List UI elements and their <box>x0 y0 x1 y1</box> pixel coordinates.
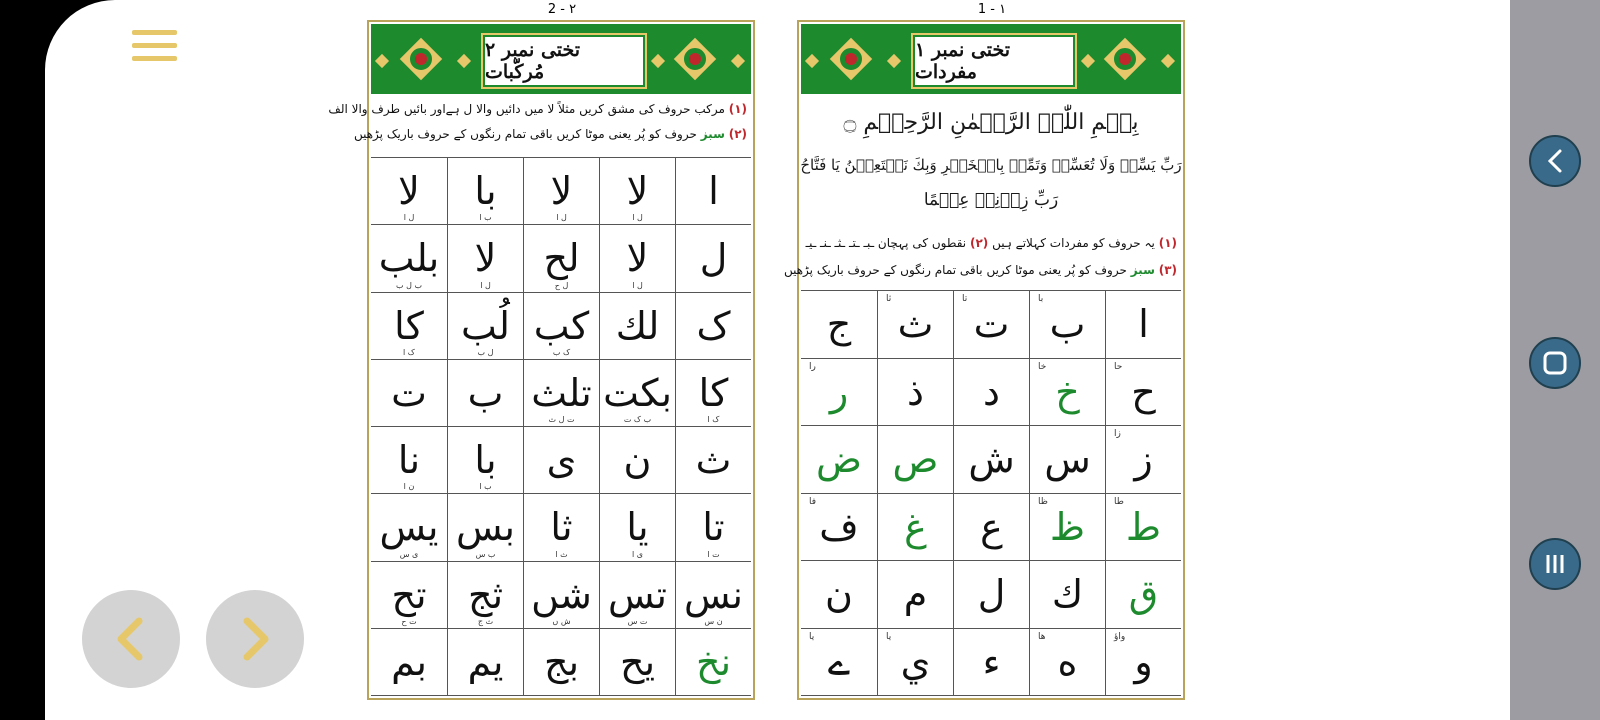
letter-cell <box>801 359 877 427</box>
letter-glyph: ک <box>696 303 731 348</box>
letter-glyph: نا <box>397 438 421 483</box>
page-title: تختی نمبر ۱ مفردات <box>913 35 1075 87</box>
letter-name: با <box>1038 294 1044 304</box>
letter-breakdown: ب س <box>475 549 496 559</box>
diamond-icon <box>457 54 471 68</box>
letter-glyph: کا <box>698 370 729 415</box>
letter-cell <box>523 562 599 629</box>
letter-glyph: تس <box>607 572 668 617</box>
letter-grid <box>801 290 1181 696</box>
letter-breakdown: ث ا <box>555 549 568 559</box>
letter-cell <box>447 494 523 561</box>
letter-cell <box>599 225 675 292</box>
letter-cell <box>447 360 523 427</box>
letter-glyph: لح <box>543 236 580 281</box>
letter-name: طا <box>1114 496 1124 507</box>
letter-cell <box>599 629 675 696</box>
letter-breakdown: ک ا <box>403 347 415 357</box>
letter-cell <box>675 158 751 225</box>
instruction-2: (۳) سبز حروف کو پُر یعنی موٹا کریں باقی تمام رنگوں کے حروف باریک پڑھیں <box>783 263 1177 277</box>
letter-glyph: نخ <box>695 639 732 684</box>
letter-glyph: ح <box>1131 369 1156 414</box>
letter-cell <box>447 225 523 292</box>
letter-cell <box>371 158 447 225</box>
letter-breakdown: ب ک ت <box>623 415 652 424</box>
page-2[interactable] <box>328 0 757 720</box>
letter-glyph: لا <box>474 236 497 281</box>
letter-cell <box>523 629 599 696</box>
dua-line-1: رَبِّ یَسِّرۡ وَلَا تُعَسِّرۡ وَتَمِّمۡ بِالۡخَیۡرِ وَبِكَ نَسۡتَعِیۡنُ یَا فَتَّاحُ <box>800 156 1182 174</box>
letter-name: حا <box>1114 361 1123 372</box>
letter-glyph: ز <box>1134 437 1153 482</box>
letter-cell <box>523 225 599 292</box>
letter-name: ثا <box>886 294 892 304</box>
letter-breakdown: ب ا <box>479 482 492 492</box>
recents-bars-icon <box>1542 551 1568 577</box>
letter-glyph: بلب <box>378 236 440 281</box>
letter-cell <box>953 291 1029 359</box>
book-viewer <box>45 0 1510 720</box>
letter-cell <box>447 562 523 629</box>
letter-cell <box>447 293 523 360</box>
previous-page-button[interactable] <box>82 590 180 688</box>
letter-name: تا <box>962 294 968 304</box>
letter-cell <box>1105 426 1181 494</box>
letter-cell <box>675 494 751 561</box>
letter-glyph: ه <box>1057 639 1078 684</box>
letter-glyph: یم <box>467 639 504 684</box>
letter-glyph: لا <box>626 236 649 281</box>
ornament-icon <box>829 34 873 84</box>
letter-glyph: تلث <box>531 370 592 415</box>
page-frame <box>328 20 755 700</box>
letter-cell <box>371 629 447 696</box>
letter-breakdown: ش ں <box>552 616 571 626</box>
letter-cell <box>877 359 953 427</box>
letter-glyph: بج <box>543 639 580 684</box>
system-navigation-bar <box>1510 0 1600 720</box>
letter-cell <box>1029 426 1105 494</box>
diamond-icon <box>1161 54 1175 68</box>
letter-breakdown: ل ب <box>477 347 494 357</box>
letter-cell <box>599 158 675 225</box>
letter-cell <box>675 360 751 427</box>
letter-glyph: ی <box>546 438 577 483</box>
letter-cell <box>599 360 675 427</box>
letter-glyph: با <box>474 438 497 483</box>
letter-cell <box>801 291 877 359</box>
letter-glyph: ل <box>977 572 1006 617</box>
diamond-icon <box>731 54 745 68</box>
diamond-icon <box>887 54 901 68</box>
letter-glyph: یح <box>619 639 656 684</box>
page-frame <box>783 20 1185 700</box>
letter-glyph: ص <box>892 437 939 482</box>
letter-glyph: کا <box>394 303 424 348</box>
letter-cell <box>371 225 447 292</box>
letter-glyph: ن <box>623 438 652 483</box>
letter-breakdown: ی س <box>399 549 419 559</box>
letter-glyph: ب <box>467 370 504 415</box>
instruction-1: (۱) مرکب حروف کی مشق کریں مثلاً لا میں دائیں والا ل ہےاور بائیں طرف والا الف <box>328 102 747 116</box>
letter-cell <box>371 360 447 427</box>
letter-cell <box>877 494 953 562</box>
chevron-right-icon <box>235 617 275 661</box>
letter-cell <box>1105 494 1181 562</box>
instruction-2: (۲) سبز حروف کو پُر یعنی موٹا کریں باقی تمام رنگوں کے حروف باریک پڑھیں <box>353 127 747 141</box>
letter-glyph: ط <box>1125 504 1162 549</box>
letter-cell <box>877 426 953 494</box>
letter-cell <box>1105 561 1181 629</box>
bismillah: بِسۡمِ اللّٰہِ الرَّحۡمٰنِ الرَّحِیۡمِ ۝ <box>843 110 1139 135</box>
letter-cell <box>523 360 599 427</box>
letter-cell <box>877 291 953 359</box>
back-button[interactable] <box>1529 135 1581 187</box>
header-band <box>371 24 751 94</box>
letter-breakdown: ل ح <box>554 280 569 290</box>
dua-line-2: رَبِّ زِدۡنِیۡ عِلۡمًا <box>923 190 1059 210</box>
header-band <box>801 24 1181 94</box>
letter-glyph: شں <box>531 572 592 617</box>
letter-glyph: ت <box>973 302 1010 347</box>
letter-glyph: ش <box>968 437 1015 482</box>
letter-glyph: یا <box>626 505 649 550</box>
letter-cell <box>371 562 447 629</box>
letter-glyph: لا <box>626 169 649 214</box>
letter-name: ها <box>1038 631 1046 642</box>
back-chevron-icon <box>1543 148 1567 174</box>
home-button[interactable] <box>1529 337 1581 389</box>
letter-cell <box>801 426 877 494</box>
letter-glyph: کب <box>533 303 590 348</box>
letter-breakdown: ی ا <box>631 549 644 559</box>
letter-glyph: ء <box>982 639 1001 684</box>
letter-cell <box>1105 359 1181 427</box>
letter-glyph: لُب <box>461 303 510 348</box>
letter-breakdown: ث ج <box>477 616 494 626</box>
letter-cell <box>599 427 675 494</box>
letter-name: زا <box>1114 429 1121 439</box>
letter-breakdown: ت ح <box>401 616 417 626</box>
page-number: 1 - ۱ <box>977 2 1007 17</box>
letter-glyph: ض <box>816 437 862 482</box>
letter-breakdown: ب ل ب <box>396 280 422 290</box>
letter-glyph: ا <box>1138 302 1149 347</box>
letter-glyph: تا <box>702 505 725 550</box>
letter-glyph: ذ <box>907 369 924 414</box>
letter-glyph: ن <box>825 572 853 617</box>
letter-glyph: ا <box>708 169 719 214</box>
letter-glyph: بکت <box>603 370 672 415</box>
letter-cell <box>1029 561 1105 629</box>
letter-glyph: نس <box>683 572 744 617</box>
letter-breakdown: ن س <box>704 616 723 626</box>
letter-breakdown: ل ا <box>403 213 415 223</box>
letter-glyph: لا <box>550 169 573 214</box>
letter-breakdown: ل ا <box>632 280 643 290</box>
instruction-1: (۱) یہ حروف کو مفردات کہلاتے ہیں (۲) نقطوں کی پہچان ـبـ ـتـ ـثـ ـنـ ـيـ <box>805 236 1177 250</box>
next-page-button[interactable] <box>206 590 304 688</box>
letter-cell <box>371 494 447 561</box>
letter-glyph: م <box>903 572 928 617</box>
letter-glyph: ي <box>900 639 931 684</box>
letter-cell <box>953 629 1029 697</box>
letter-cell <box>675 629 751 696</box>
letter-cell <box>599 494 675 561</box>
letter-glyph: لا <box>398 169 420 214</box>
letter-name: فا <box>809 496 817 507</box>
letter-cell <box>801 629 877 697</box>
letter-cell <box>953 561 1029 629</box>
chevron-left-icon <box>111 617 151 661</box>
letter-glyph: ث <box>695 438 732 483</box>
letter-name: را <box>809 361 816 372</box>
letter-glyph: لك <box>615 303 660 348</box>
letter-cell <box>1029 494 1105 562</box>
letter-glyph: ث <box>897 302 934 347</box>
letter-name: یا <box>809 631 815 642</box>
letter-glyph: تح <box>391 572 427 617</box>
letter-cell <box>877 561 953 629</box>
diamond-icon <box>375 54 389 68</box>
letter-grid <box>371 157 751 696</box>
letter-cell <box>447 629 523 696</box>
letter-cell <box>675 225 751 292</box>
letter-glyph: ل <box>699 236 728 281</box>
diamond-icon <box>805 54 819 68</box>
letter-breakdown: ک ا <box>707 415 720 424</box>
letter-glyph: ثا <box>550 505 573 550</box>
ornament-icon <box>673 34 717 84</box>
letter-glyph: ب <box>1049 302 1086 347</box>
letter-glyph: و <box>1134 639 1153 684</box>
letter-cell <box>877 629 953 697</box>
letter-cell <box>523 293 599 360</box>
letter-breakdown: ت ا <box>707 549 720 559</box>
letter-cell <box>447 158 523 225</box>
letter-cell <box>675 293 751 360</box>
letter-cell <box>523 158 599 225</box>
letter-glyph: ك <box>1051 572 1084 617</box>
letter-glyph: بس <box>455 505 516 550</box>
recents-button[interactable] <box>1529 538 1581 590</box>
letter-glyph: غ <box>904 504 927 549</box>
letter-breakdown: ل ا <box>632 213 643 223</box>
letter-cell <box>523 427 599 494</box>
letter-cell <box>801 561 877 629</box>
letter-cell <box>675 427 751 494</box>
letter-cell <box>371 427 447 494</box>
page-title: تختی نمبر ۲ مُرکّبات <box>483 35 645 87</box>
letter-cell <box>523 494 599 561</box>
letter-cell <box>371 293 447 360</box>
letter-cell <box>1029 629 1105 697</box>
letter-breakdown: ت س <box>627 616 648 626</box>
letter-name: ظا <box>1038 496 1048 507</box>
diamond-icon <box>1081 54 1095 68</box>
letter-cell <box>447 427 523 494</box>
letter-breakdown: ت ل ث <box>548 415 575 424</box>
letter-cell <box>1029 291 1105 359</box>
letter-breakdown: ب ا <box>479 213 492 223</box>
letter-glyph: با <box>474 169 497 214</box>
letter-breakdown: ل ا <box>556 213 567 223</box>
letter-cell <box>1105 291 1181 359</box>
letter-glyph: بم <box>391 639 427 684</box>
letter-glyph: ف <box>819 504 859 549</box>
hamburger-menu-icon[interactable] <box>132 30 177 64</box>
letter-glyph: ظ <box>1049 504 1086 549</box>
letter-cell <box>1105 629 1181 697</box>
letter-glyph: ے <box>827 639 851 684</box>
letter-cell <box>1029 359 1105 427</box>
letter-glyph: د <box>983 369 1000 414</box>
letter-name: یا <box>886 631 892 642</box>
letter-glyph: ق <box>1128 572 1159 617</box>
letter-name: خا <box>1038 361 1047 372</box>
letter-cell <box>599 562 675 629</box>
letter-breakdown: ن ا <box>403 482 415 492</box>
diamond-icon <box>651 54 665 68</box>
letter-cell <box>953 494 1029 562</box>
letter-cell <box>801 494 877 562</box>
page-1[interactable] <box>783 0 1187 720</box>
letter-breakdown: ل ا <box>480 280 491 290</box>
letter-cell <box>675 562 751 629</box>
letter-breakdown: ک ب <box>552 347 571 357</box>
letter-name: واؤ <box>1114 631 1126 642</box>
letter-glyph: ثج <box>467 572 504 617</box>
letter-glyph: یس <box>379 505 439 550</box>
letter-cell <box>599 293 675 360</box>
letter-glyph: ت <box>391 370 427 415</box>
ornament-icon <box>399 34 443 84</box>
letter-glyph: س <box>1044 437 1091 482</box>
home-square-icon <box>1542 350 1568 376</box>
letter-glyph: ر <box>829 369 849 414</box>
letter-glyph: ع <box>980 504 1003 549</box>
ornament-icon <box>1103 34 1147 84</box>
letter-cell <box>953 426 1029 494</box>
page-number: 2 - ۲ <box>547 2 577 17</box>
letter-glyph: ج <box>826 302 852 347</box>
letter-cell <box>953 359 1029 427</box>
letter-glyph: خ <box>1055 369 1080 414</box>
